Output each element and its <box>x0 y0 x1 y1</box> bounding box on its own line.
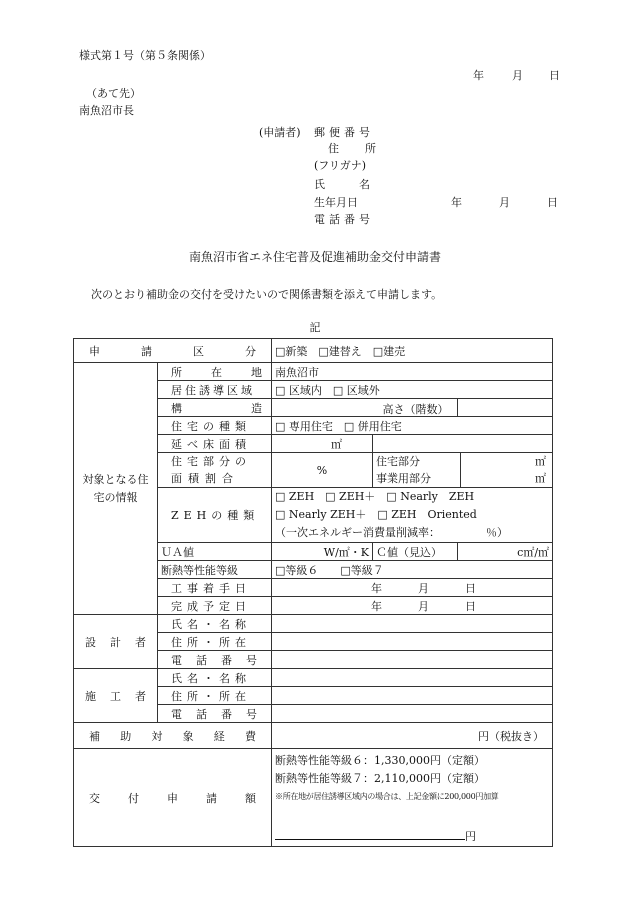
ua-unit[interactable]: W/㎡・K <box>272 543 373 561</box>
application-table <box>73 338 553 847</box>
grant-line-2: 断熱等性能等級７：2,110,000円（定額） <box>275 772 485 785</box>
date-year: 年 <box>473 69 484 82</box>
builder-name-label: 氏名・名称 <box>158 669 272 687</box>
address-label: 住所 <box>328 142 402 155</box>
housing-part-label: 住宅部分 <box>376 455 420 468</box>
floor-label: 延べ床面積 <box>158 435 272 453</box>
category-label: 申 請 区 分 <box>74 339 272 363</box>
ua-label: ＵＡ値 <box>158 543 272 561</box>
furigana-label: (フリガナ) <box>314 159 367 172</box>
grant-yen: 円 <box>465 830 476 843</box>
zeh-options[interactable] <box>272 488 553 543</box>
builder-phone-label: 電話番号 <box>158 705 272 723</box>
ratio-parts <box>373 453 553 488</box>
start-label: 工事着手日 <box>158 579 272 597</box>
designer-address-label: 住所・所在 <box>158 633 272 651</box>
cost-label: 補 助 対 象 経 費 <box>74 723 272 749</box>
birth-label: 生年月日 <box>314 196 358 209</box>
addressee: 南魚沼市長 <box>79 104 134 117</box>
zeh-line-1[interactable]: □ ZEH □ ZEH＋ □ Nearly ZEH <box>275 490 475 503</box>
type-options[interactable]: □ 専用住宅 □ 併用住宅 <box>272 417 553 435</box>
date-day: 日 <box>549 69 560 82</box>
builder-address-label: 住所・所在 <box>158 687 272 705</box>
ki-mark: 記 <box>309 321 321 334</box>
postal-label-text: 郵便番号 <box>314 126 374 139</box>
location-value[interactable]: 南魚沼市 <box>272 363 553 381</box>
type-label: 住宅の種類 <box>158 417 272 435</box>
business-part-unit[interactable]: ㎡ <box>535 472 547 485</box>
grant-note: ※所在地が居住誘導区域内の場合は、上記金額に200,000円加算 <box>275 792 499 801</box>
floor-unit[interactable]: ㎡ <box>272 435 373 453</box>
builder-phone-value[interactable] <box>272 705 553 723</box>
grant-label: 交 付 申 請 額 <box>74 749 272 847</box>
c-label: Ｃ値（見込） <box>373 543 458 561</box>
designer-name-value[interactable] <box>272 615 553 633</box>
document-title: 南魚沼市省エネ住宅普及促進補助金交付申請書 <box>188 250 441 264</box>
end-date[interactable]: 年 月 日 <box>272 597 553 615</box>
insulation-options[interactable]: □等級６ □等級７ <box>272 561 553 579</box>
location-label: 所 在 地 <box>158 363 272 381</box>
ratio-label: 住宅部分の 面積割合 <box>158 453 272 488</box>
grant-amount-line[interactable] <box>275 828 549 846</box>
addressee-label: （あて先） <box>86 87 141 100</box>
height-value[interactable] <box>458 399 553 417</box>
birth-year: 年 <box>451 196 462 209</box>
zeh-line-2[interactable]: □ Nearly ZEH＋ □ ZEH Oriented <box>275 508 477 521</box>
zone-label: 居住誘導区域 <box>158 381 272 399</box>
name-label: 氏名 <box>314 178 404 191</box>
form-number: 様式第１号（第５条関係） <box>79 49 211 62</box>
birth-day: 日 <box>547 196 558 209</box>
housing-part-unit[interactable]: ㎡ <box>535 455 547 468</box>
height-label: 高さ（階数） <box>382 403 449 416</box>
date-month: 月 <box>512 69 523 82</box>
designer-phone-value[interactable] <box>272 651 553 669</box>
grant-line-1: 断熱等性能等級６：1,330,000円（定額） <box>275 754 485 767</box>
postal-label <box>314 124 373 140</box>
builder-label: 施 工 者 <box>74 669 158 723</box>
category-options[interactable]: □新築 □建替え □建売 <box>272 339 553 363</box>
intro-text: 次のとおり補助金の交付を受けたいので関係書類を添えて申請します。 <box>91 288 443 301</box>
zeh-label: ZEHの種類 <box>158 488 272 543</box>
floor-empty <box>373 435 553 453</box>
builder-name-value[interactable] <box>272 669 553 687</box>
grant-content[interactable] <box>272 749 553 847</box>
end-label: 完成予定日 <box>158 597 272 615</box>
c-unit[interactable]: c㎡/㎡ <box>458 543 553 561</box>
designer-address-value[interactable] <box>272 633 553 651</box>
insulation-label: 断熱等性能等級 <box>158 561 272 579</box>
business-part-label: 事業用部分 <box>376 472 431 485</box>
cost-unit[interactable]: 円（税抜き） <box>272 723 553 749</box>
applicant-role: (申請者) <box>259 126 301 139</box>
designer-phone-label: 電話番号 <box>158 651 272 669</box>
structure-label: 構 造 <box>158 399 272 417</box>
phone-label: 電話番号 <box>314 213 374 226</box>
designer-label: 設 計 者 <box>74 615 158 669</box>
zone-options[interactable]: □ 区域内 □ 区域外 <box>272 381 553 399</box>
ratio-percent[interactable]: % <box>272 453 373 488</box>
target-info-label: 対象となる住宅の情報 <box>74 363 158 615</box>
designer-name-label: 氏名・名称 <box>158 615 272 633</box>
zeh-line-3[interactable]: （一次エネルギー消費量削減率： ％） <box>275 526 508 539</box>
builder-address-value[interactable] <box>272 687 553 705</box>
start-date[interactable]: 年 月 日 <box>272 579 553 597</box>
birth-month: 月 <box>499 196 510 209</box>
